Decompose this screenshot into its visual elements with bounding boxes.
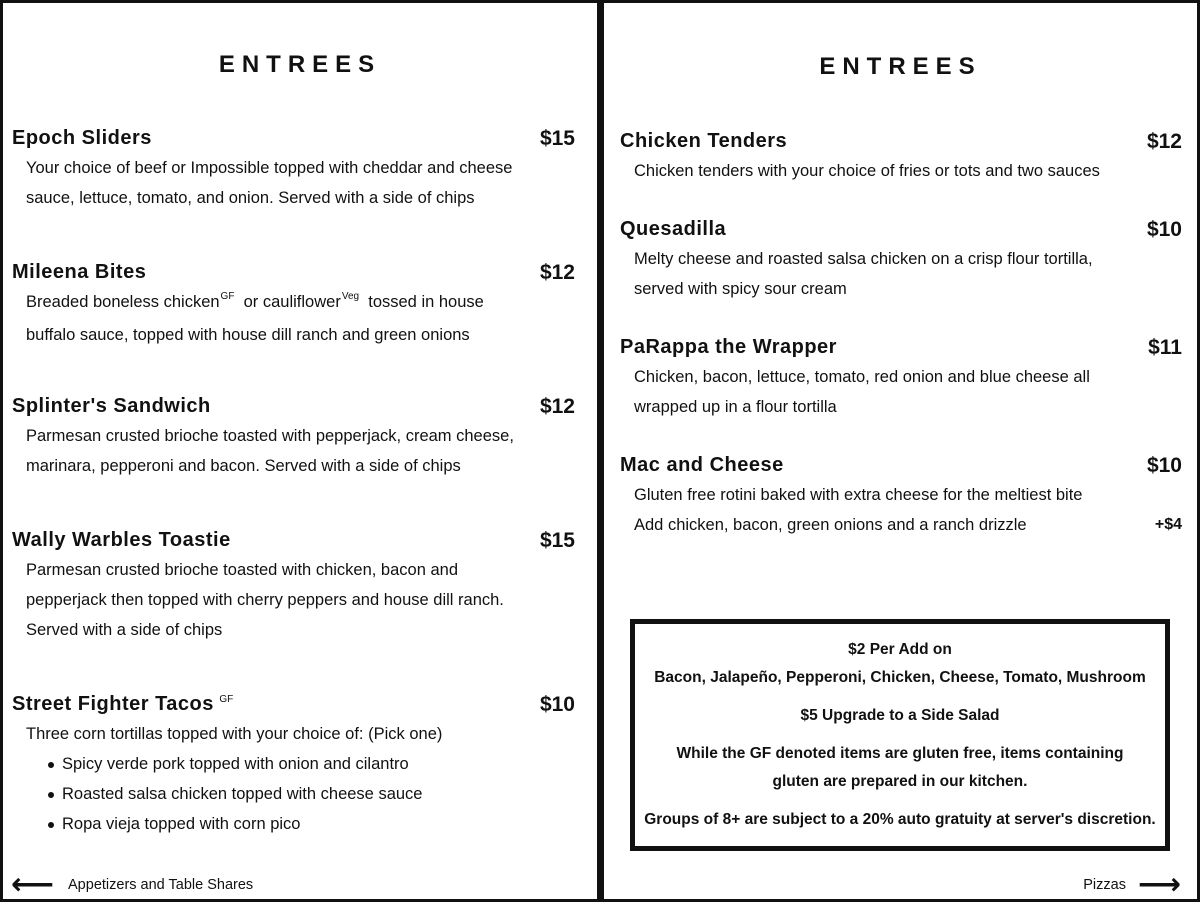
list-item: Roasted salsa chicken topped with cheese sauce [48,779,575,809]
menu-item-epoch-sliders [12,127,575,213]
gluten-notice: While the GF denoted items are gluten free, items containing [676,745,1124,762]
item-price: $10 [1146,454,1182,477]
gratuity-notice: Groups of 8+ are subject to a 20% auto gratuity at server's discretion. [644,811,1156,828]
item-price: $10 [539,693,575,716]
menu-item-mac-and-cheese [620,454,1182,540]
menu-item-parappa-the-wrapper [620,336,1182,422]
list-item: Ropa vieja topped with corn pico [48,809,575,839]
item-price: $12 [539,395,575,418]
addon-price: +$4 [1154,516,1182,533]
page-heading: ENTREES [819,53,982,80]
page-heading: ENTREES [218,51,382,78]
menu-item-quesadilla [620,218,1182,304]
nav-label: Pizzas [1083,877,1126,893]
nav-next-page[interactable] [1083,868,1181,901]
list-item: Spicy verde pork topped with onion and cilantro [48,749,575,779]
item-description: Your choice of beef or Impossible topped with cheddar and cheese sauce, lettuce, tomato, and onion. Served with a side of chips [26,159,513,207]
item-description: Parmesan crusted brioche toasted with chicken, bacon and pepperjack then topped with cherry peppers and house dill ranch. Served with a side of chips [26,561,504,639]
addon-list: Bacon, Jalapeño, Pepperoni, Chicken, Cheese, Tomato, Mushroom [654,669,1146,686]
item-name: Epoch Sliders [12,127,152,149]
menu-item-mileena-bites [12,261,575,350]
item-name: Street Fighter Tacos [12,693,214,715]
item-description: Chicken, bacon, lettuce, tomato, red onion and blue cheese all wrapped up in a flour tortilla [634,368,1090,416]
arrow-right-icon: ⟶ [1137,868,1181,901]
menu-item-street-fighter-tacos [12,693,575,839]
gluten-notice-cont: gluten are prepared in our kitchen. [772,773,1028,790]
item-price: $15 [539,127,575,150]
gluten-free-tag: GF [219,694,234,705]
item-name: Mac and Cheese [620,454,784,476]
addon-row: Add chicken, bacon, green onions and a ranch drizzle +$4 [634,510,1182,540]
item-description: Parmesan crusted brioche toasted with pepperjack, cream cheese, marinara, pepperoni and bacon. Served with a side of chips [26,427,514,475]
taco-options-list [12,749,575,839]
item-name: Quesadilla [620,218,727,240]
item-name: Chicken Tenders [620,130,788,152]
right-menu-page [600,0,1200,902]
add-on-notice-box [630,619,1170,851]
item-price: $12 [539,261,575,284]
menu-item-chicken-tenders [620,130,1182,186]
item-name: Mileena Bites [12,261,147,283]
vegetarian-tag: Veg [341,291,360,302]
item-name: Wally Warbles Toastie [12,529,231,551]
item-description: Gluten free rotini baked with extra cheese for the meltiest bite Add chicken, bacon, green onions and a ranch drizzle +$4 [620,480,1182,540]
item-price: $10 [1146,218,1182,241]
item-price: $11 [1148,336,1182,359]
item-name: PaRappa the Wrapper [620,336,837,358]
item-description: Breaded boneless chicken$^{GF}$ or cauliflower$^{Veg}$ tossed in house buffalo sauce, topped with house dill ranch and green onions [26,291,484,344]
item-price: $15 [539,529,575,552]
item-price: $12 [1146,130,1182,153]
item-description: Three corn tortillas topped with your choice of: (Pick one) [26,725,443,743]
gluten-free-tag: GF [220,291,235,302]
item-description: Melty cheese and roasted salsa chicken on a crisp flour tortilla, served with spicy sour cream [634,250,1093,298]
item-name: Splinter's Sandwich [12,395,211,417]
salad-upgrade: $5 Upgrade to a Side Salad [800,707,1000,724]
item-description: Chicken tenders with your choice of fries or tots and two sauces [634,162,1100,180]
addon-title: $2 Per Add on [848,641,952,658]
arrow-left-icon: ⟵ [11,868,55,901]
nav-label: Appetizers and Table Shares [68,877,254,893]
menu-item-splinters-sandwich [12,395,575,481]
nav-previous-page[interactable] [11,868,254,901]
menu-item-wally-warbles-toastie [12,529,575,645]
